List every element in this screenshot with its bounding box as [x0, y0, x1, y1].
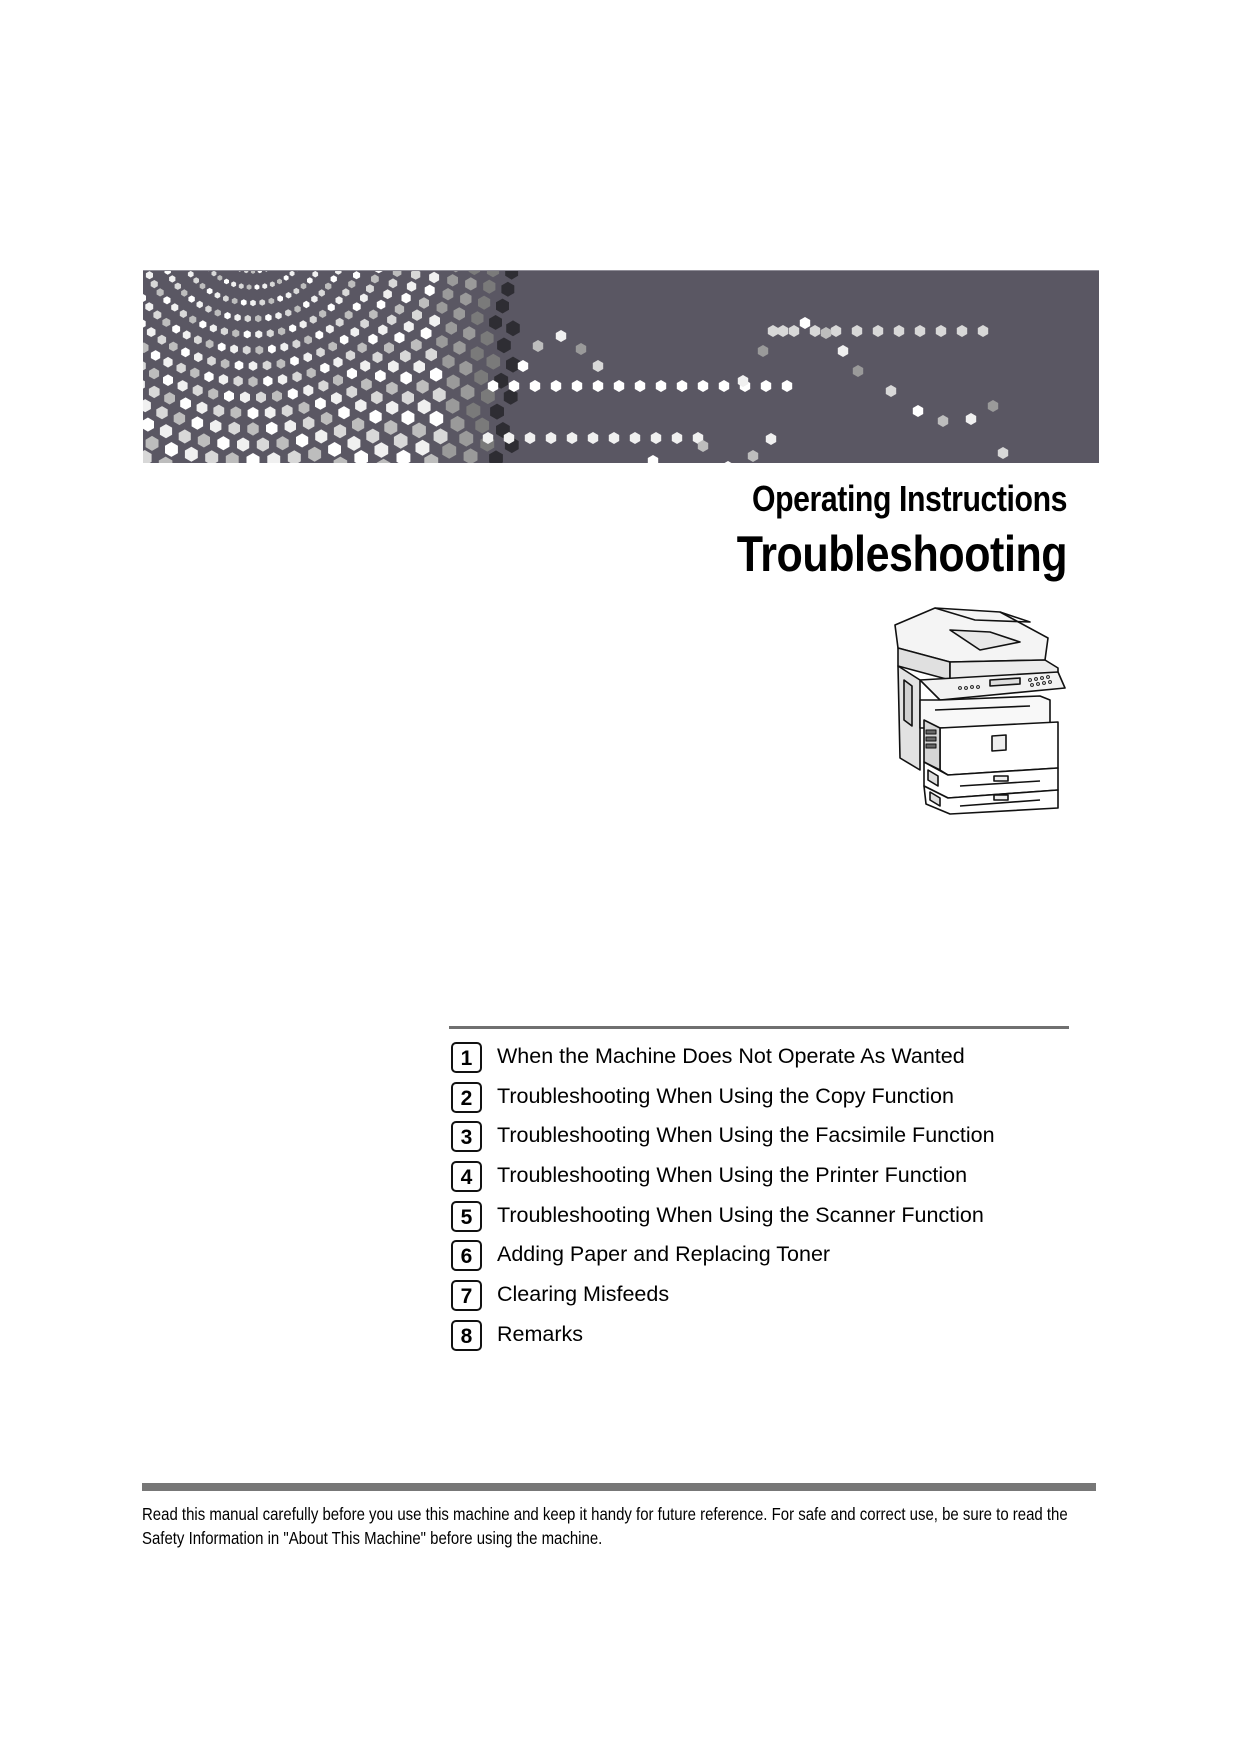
- chapter-number-badge: 7: [451, 1280, 482, 1311]
- toc-item-6[interactable]: [451, 1239, 1091, 1279]
- footer-notice: [142, 1502, 1100, 1550]
- chapter-title: Troubleshooting When Using the Printer Function: [497, 1163, 968, 1188]
- footer-notice-line-1: Read this manual carefully before you use this machine and keep it handy for future reference. For safe and correct use, be sure to read the: [142, 1504, 1068, 1524]
- toc-item-5[interactable]: [451, 1200, 1091, 1240]
- toc-item-2[interactable]: [451, 1081, 1091, 1121]
- table-of-contents: [451, 1041, 1091, 1359]
- chapter-number-badge: 2: [451, 1082, 482, 1113]
- toc-item-3[interactable]: [451, 1120, 1091, 1160]
- chapter-number-badge: 6: [451, 1240, 482, 1271]
- chapter-number-badge: 8: [451, 1320, 482, 1351]
- chapter-number-badge: 3: [451, 1121, 482, 1152]
- chapter-title: Troubleshooting When Using the Copy Function: [497, 1083, 954, 1108]
- chapter-number-badge: 5: [451, 1201, 482, 1232]
- chapter-title: Clearing Misfeeds: [497, 1282, 670, 1307]
- document-subtitle: Operating Instructions: [751, 478, 1067, 519]
- chapter-number-badge: 4: [451, 1161, 482, 1192]
- toc-item-4[interactable]: [451, 1160, 1091, 1200]
- toc-divider: [449, 1026, 1069, 1029]
- cover-banner: [143, 270, 1099, 463]
- chapter-title: Remarks: [497, 1321, 584, 1346]
- toc-item-1[interactable]: [451, 1041, 1091, 1081]
- toc-item-7[interactable]: [451, 1279, 1091, 1319]
- toc-item-8[interactable]: [451, 1319, 1091, 1359]
- document-title: Troubleshooting: [736, 526, 1067, 582]
- chapter-title: Troubleshooting When Using the Scanner Function: [497, 1202, 984, 1227]
- footer-notice-line-2: Safety Information in "About This Machine" before using the machine.: [142, 1528, 603, 1548]
- chapter-title: Troubleshooting When Using the Facsimile Function: [497, 1123, 995, 1148]
- chapter-title: When the Machine Does Not Operate As Wanted: [497, 1044, 965, 1068]
- chapter-title: Adding Paper and Replacing Toner: [497, 1242, 831, 1267]
- chapter-number-badge: 1: [451, 1042, 482, 1073]
- printer-illustration-icon: [880, 600, 1070, 815]
- hexagon-pattern-icon: [143, 271, 1099, 463]
- footer-divider: [142, 1483, 1096, 1491]
